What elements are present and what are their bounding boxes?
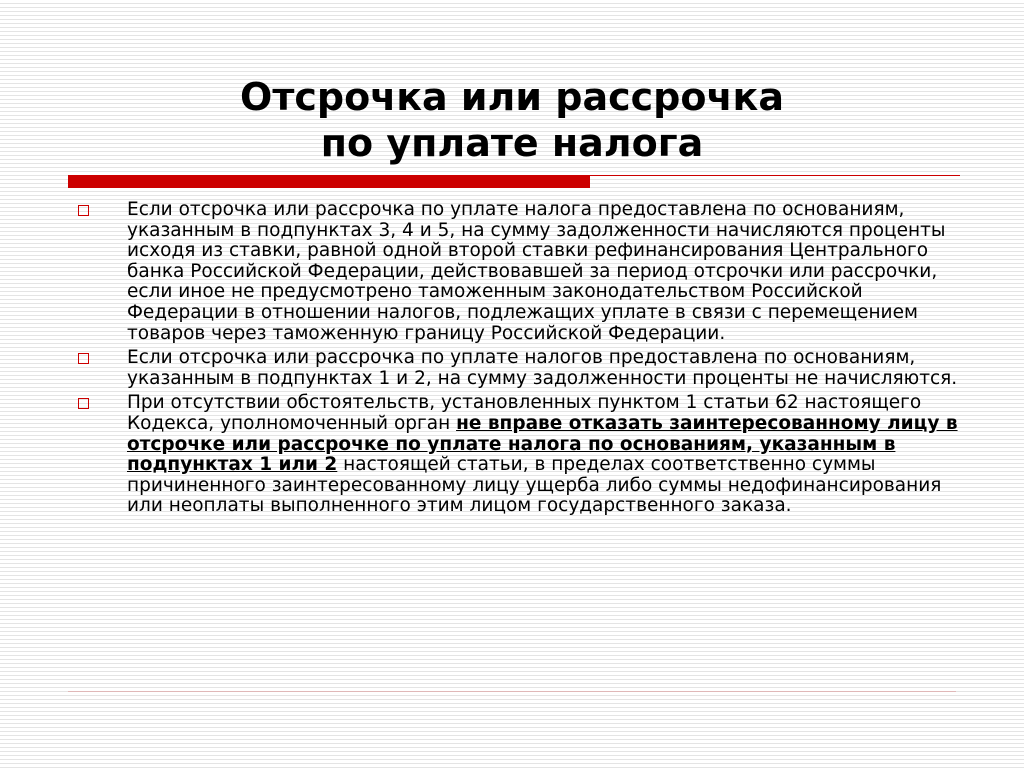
bullet-text: Если отсрочка или рассрочка по уплате налога предоставлена по основаниям, указанным в подпунктах 3, 4 и 5, на сумму задолженности начисляются проценты исходя из ставки, равной одной второй ставки рефинансирования Центрального банка Российской Федерации, действовавшей за период отсрочки или рассрочки, если иное не предусмотрено таможенным законодательством Российской Федерации в отношении налогов, подлежащих уплате в связи с перемещением товаров через таможенную границу Российской Федерации. (127, 199, 946, 344)
bullet-text: Если отсрочка или рассрочка по уплате налогов предоставлена по основаниям, указанным в подпунктах 1 и 2, на сумму задолженности проценты не начисляются. (127, 347, 958, 389)
slide-title (0, 74, 1024, 166)
square-bullet-icon (78, 398, 89, 409)
bullet-text-start: При отсутствии обстоятельств, установленных пунктом 1 статьи 62 настоящего Кодекса, уполномоченный орган (127, 392, 922, 434)
bullet-item-1 (74, 200, 964, 344)
bullet-text-emphasis: не вправе отказать заинтересованному лицу в отсрочке или рассрочке по уплате налога по основаниям, указанным в подпунктах 1 или 2 (127, 412, 958, 476)
bullet-list (74, 200, 964, 521)
bullet-item-3 (74, 393, 964, 517)
bullet-item-2 (74, 348, 964, 389)
title-line-1: Отсрочка или рассрочка (240, 75, 784, 119)
square-bullet-icon (78, 205, 89, 216)
square-bullet-icon (78, 353, 89, 364)
footer-rule (68, 691, 956, 692)
title-line-2: по уплате налога (320, 121, 704, 165)
title-underline-bar (68, 175, 590, 188)
bullet-text-end: настоящей статьи, в пределах соответственно суммы причиненного заинтересованному лицу ущерба либо суммы недофинансирования или неоплаты выполненного этим лицом государственного заказа. (127, 454, 942, 517)
title-underline-rule (590, 175, 960, 176)
